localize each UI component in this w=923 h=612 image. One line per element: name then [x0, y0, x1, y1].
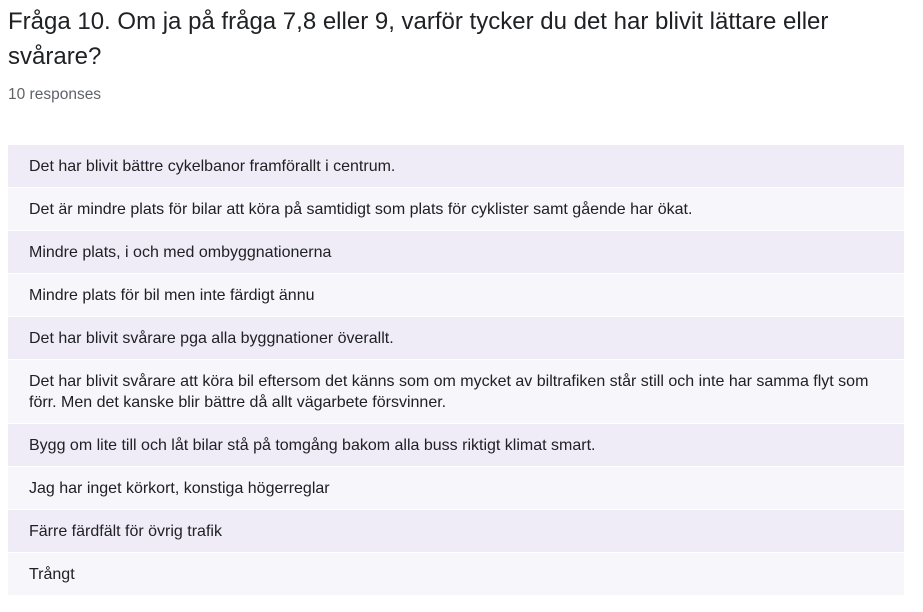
response-item: Mindre plats för bil men inte färdigt ännu: [8, 274, 904, 316]
response-item: Jag har inget körkort, konstiga högerreglar: [8, 467, 904, 509]
response-item: Det har blivit bättre cykelbanor framförallt i centrum.: [8, 145, 904, 187]
question-title: Fråga 10. Om ja på fråga 7,8 eller 9, varför tycker du det har blivit lättare eller svårare?: [8, 8, 829, 70]
response-item: Färre färdfält för övrig trafik: [8, 510, 904, 552]
response-list: [8, 145, 904, 596]
response-item: Det har blivit svårare att köra bil eftersom det känns som om mycket av biltrafiken står still och inte har samma flyt som förr. Men det kanske blir bättre då allt vägarbete försvinner.: [8, 360, 904, 423]
response-count: 10 responses: [8, 86, 102, 103]
response-item: Mindre plats, i och med ombyggnationerna: [8, 231, 904, 273]
response-item: Det är mindre plats för bilar att köra på samtidigt som plats för cyklister samt gående har ökat.: [8, 188, 904, 230]
response-item: Det har blivit svårare pga alla byggnationer överallt.: [8, 317, 904, 359]
response-item: Bygg om lite till och låt bilar stå på tomgång bakom alla buss riktigt klimat smart.: [8, 424, 904, 466]
response-item: Trångt: [8, 553, 904, 595]
